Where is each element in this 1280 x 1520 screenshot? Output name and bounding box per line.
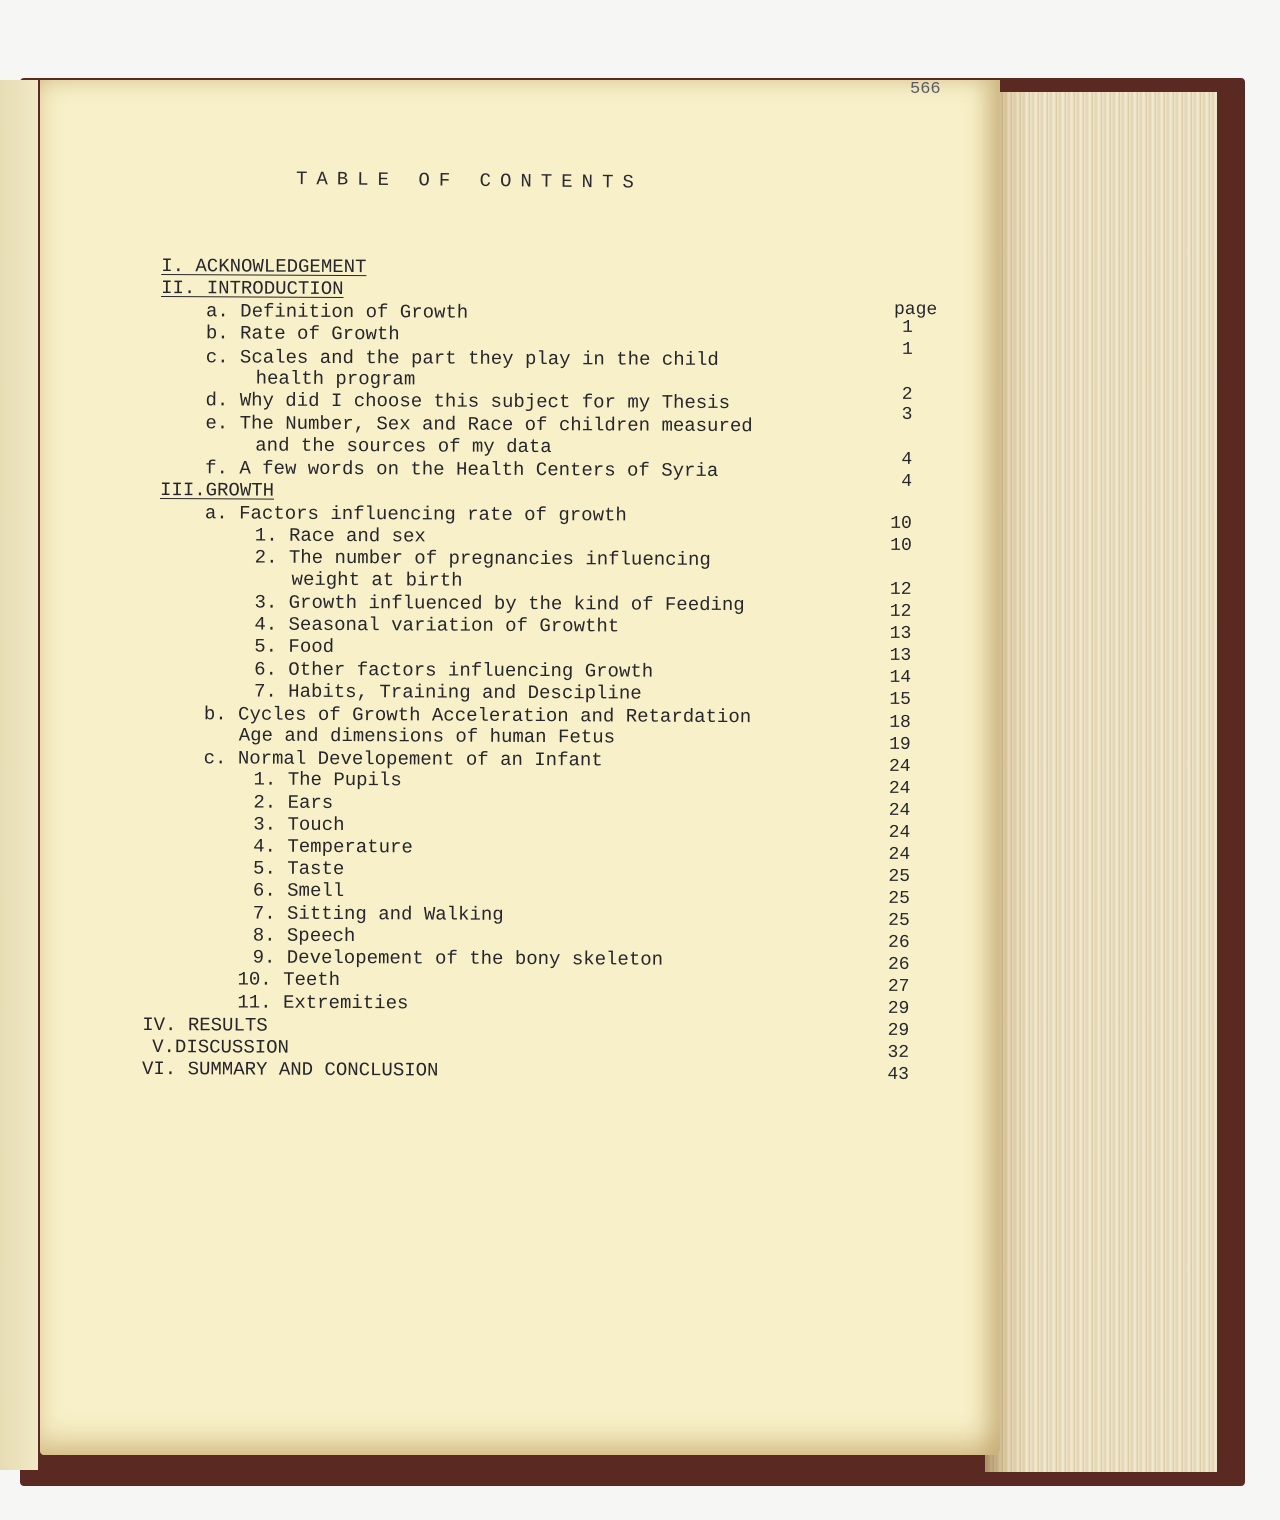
toc-entry: b. Rate of Growth (205, 322, 400, 346)
toc-page-number: 25 (888, 888, 910, 909)
toc-entry: 6. Other factors influencing Growth (254, 658, 654, 683)
toc-entry-discussion: V.DISCUSSION (152, 1036, 290, 1059)
toc-entry: 7. Habits, Training and Descipline (253, 680, 642, 705)
toc-entry-results: IV. RESULTS (142, 1013, 268, 1037)
toc-page-number: 29 (887, 1020, 910, 1041)
toc-entry: f. A few words on the Health Centers of Syria (205, 457, 719, 482)
toc-page-number: 27 (887, 976, 910, 997)
page-title: TABLE OF CONTENTS (295, 168, 643, 194)
toc-entry: 1. The Pupils (253, 768, 402, 792)
toc-entry: a. Definition of Growth (205, 300, 469, 324)
toc-page-number: 24 (888, 844, 911, 865)
toc-page-number: 25 (888, 866, 911, 887)
toc-entry: 5. Taste (253, 857, 345, 881)
toc-entry: 2. The number of pregnancies influencing (254, 546, 711, 571)
toc-page-number: 26 (887, 954, 910, 975)
toc-entry-summary: VI. SUMMARY AND CONCLUSION (141, 1057, 439, 1082)
toc-entry: b. Cycles of Growth Acceleration and Retardation (203, 703, 752, 729)
corner-page-number: 566 (910, 80, 941, 99)
toc-page-number: 43 (887, 1064, 910, 1085)
toc-entry: 4. Seasonal variation of Growtht (254, 613, 620, 638)
toc-page-number: 2 (901, 384, 913, 405)
toc-entry: 3. Growth influenced by the kind of Feeding (254, 591, 745, 617)
toc-entry: 4. Temperature (253, 835, 413, 859)
toc-page-number: 29 (887, 998, 910, 1019)
toc-entry: and the sources of my data (255, 434, 552, 459)
page-column-header: page (893, 299, 938, 321)
toc-entry: 9. Developement of the bony skeleton (252, 946, 664, 971)
toc-page-number: 10 (890, 513, 912, 534)
toc-page-number: 13 (889, 623, 912, 644)
table-of-contents (0, 249, 1001, 1094)
toc-entry-growth: III.GROWTH (159, 479, 275, 502)
toc-page-number: 10 (890, 535, 912, 556)
toc-page-number: 1 (901, 339, 913, 360)
toc-entry-acknowledgement: I. ACKNOWLEDGEMENT (161, 255, 367, 279)
toc-entry: 2. Ears (253, 791, 334, 814)
toc-entry: 8. Speech (252, 924, 356, 948)
toc-entry: c. Scales and the part they play in the child (205, 346, 719, 371)
toc-entry: 5. Food (254, 635, 335, 658)
toc-page-number: 24 (888, 756, 911, 777)
toc-entry: 1. Race and sex (254, 524, 426, 548)
toc-entry: 7. Sitting and Walking (252, 902, 504, 926)
toc-entry: 10. Teeth (237, 968, 341, 992)
toc-entry-introduction: II. INTRODUCTION (161, 277, 344, 301)
toc-page-number: 24 (888, 800, 911, 821)
toc-page-number: 19 (889, 734, 911, 755)
toc-entry: Age and dimensions of human Fetus (238, 724, 616, 749)
toc-page-number: 3 (901, 404, 913, 425)
toc-page-number: 4 (901, 449, 913, 470)
toc-entry: c. Normal Developement of an Infant (203, 747, 603, 772)
toc-entry: 11. Extremities (237, 991, 409, 1015)
toc-page-number: 24 (888, 822, 911, 843)
toc-entry: d. Why did I choose this subject for my Thesis (205, 389, 731, 415)
toc-page-number: 26 (888, 932, 910, 953)
toc-page-number: 13 (889, 645, 912, 666)
toc-entry: e. The Number, Sex and Race of children measured (205, 412, 753, 438)
toc-page-number: 14 (889, 667, 912, 688)
toc-page-number: 15 (889, 689, 912, 710)
toc-entry: weight at birth (291, 568, 463, 592)
toc-page-number: 18 (889, 712, 911, 733)
toc-entry: 3. Touch (253, 813, 345, 837)
toc-entry: a. Factors influencing rate of growth (204, 502, 627, 527)
toc-page-number: 12 (889, 601, 912, 622)
toc-entry: 6. Smell (252, 879, 345, 903)
toc-entry: health program (255, 367, 416, 391)
toc-page-number: 4 (901, 471, 913, 492)
toc-page-number: 24 (888, 778, 911, 799)
toc-page-number: 32 (887, 1042, 910, 1063)
toc-page-number: 1 (902, 317, 913, 338)
toc-page-number: 12 (889, 579, 912, 600)
toc-page-number: 25 (888, 910, 910, 931)
